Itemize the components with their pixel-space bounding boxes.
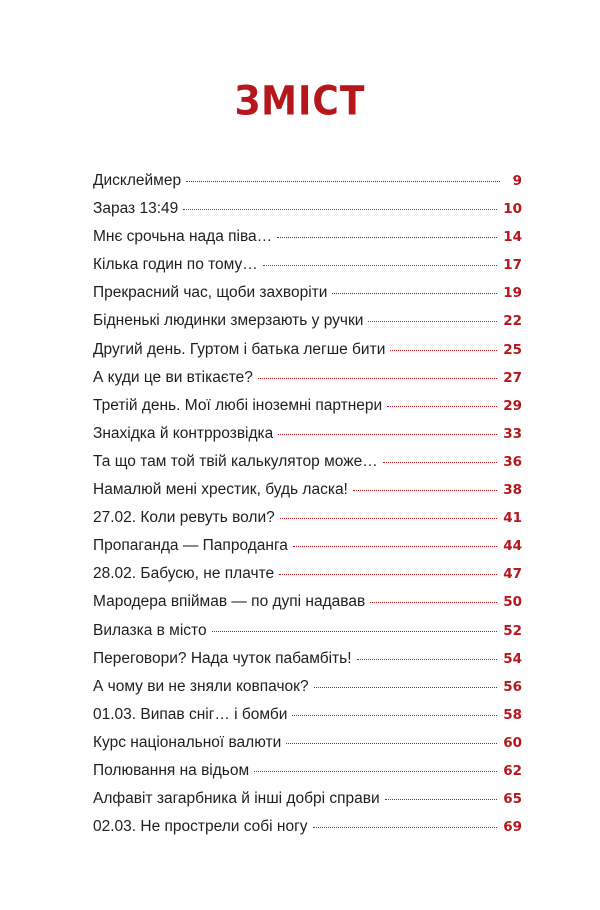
- toc-entry[interactable]: [93, 790, 522, 818]
- dot-leader: [292, 715, 497, 716]
- toc-entry-title: Бідненькі людинки змерзають у ручки: [93, 312, 364, 330]
- toc-entry[interactable]: [93, 397, 522, 425]
- table-of-contents: [93, 172, 522, 846]
- toc-entry-title: Дисклеймер: [93, 172, 182, 189]
- toc-entry-title: Пропаганда — Папроданга: [93, 537, 288, 555]
- toc-page-number: 9: [512, 173, 522, 189]
- dot-leader: [390, 350, 497, 351]
- toc-entry-title: Третій день. Мої любі іноземні партнери: [93, 396, 383, 414]
- toc-page-number: 65: [503, 791, 522, 808]
- toc-page-number: 29: [503, 397, 522, 414]
- dot-leader: [263, 265, 497, 266]
- dot-leader: [385, 799, 498, 800]
- toc-page-number: 52: [503, 622, 522, 639]
- dot-leader: [293, 546, 497, 547]
- dot-leader: [314, 687, 498, 688]
- toc-entry-title: Алфавіт загарбника й інші добрі справи: [93, 790, 380, 808]
- toc-page-number: 36: [503, 453, 522, 470]
- toc-page-number: 41: [503, 510, 522, 527]
- toc-page-number: 25: [503, 341, 522, 358]
- toc-entry[interactable]: [93, 256, 522, 284]
- toc-entry[interactable]: [93, 341, 522, 369]
- toc-entry[interactable]: [93, 284, 522, 312]
- toc-page-number: 19: [503, 285, 522, 302]
- dot-leader: [313, 827, 498, 828]
- toc-entry-title: Мародера впіймав — по дупі надавав: [93, 593, 366, 611]
- toc-page-number: 44: [503, 538, 522, 555]
- dot-leader: [332, 293, 497, 294]
- toc-entry[interactable]: [93, 481, 522, 509]
- toc-page-number: 62: [503, 762, 522, 779]
- dot-leader: [383, 462, 498, 463]
- dot-leader: [353, 490, 497, 491]
- toc-entry-title: 28.02. Бабусю, не плачте: [93, 565, 275, 583]
- toc-entry[interactable]: [93, 818, 522, 846]
- dot-leader: [183, 209, 497, 210]
- dot-leader: [368, 321, 497, 322]
- toc-entry[interactable]: [93, 369, 522, 397]
- toc-entry-title: Полювання на відьом: [93, 761, 250, 779]
- dot-leader: [186, 181, 500, 182]
- toc-entry-title: А куди це ви втікаєте?: [93, 368, 253, 386]
- toc-entry-title: Вилазка в місто: [93, 621, 207, 639]
- toc-page-number: 17: [503, 257, 522, 274]
- toc-entry[interactable]: [93, 509, 522, 537]
- dot-leader: [387, 406, 497, 407]
- toc-entry-title: Намалюй мені хрестик, будь ласка!: [93, 481, 348, 499]
- toc-entry-title: Мнє срочьна нада піва…: [93, 228, 273, 246]
- dot-leader: [278, 434, 497, 435]
- toc-entry-title: 02.03. Не прострели собі ногу: [93, 818, 308, 836]
- dot-leader: [277, 237, 497, 238]
- dot-leader: [280, 518, 497, 519]
- dot-leader: [212, 631, 498, 632]
- toc-entry[interactable]: [93, 650, 522, 678]
- toc-page-number: 54: [503, 650, 522, 667]
- toc-page-number: 38: [503, 482, 522, 499]
- toc-entry[interactable]: [93, 678, 522, 706]
- toc-entry-title: Зараз 13:49: [93, 200, 179, 218]
- dot-leader: [279, 574, 497, 575]
- toc-entry[interactable]: [93, 200, 522, 228]
- toc-entry-title: Кілька годин по тому…: [93, 256, 258, 274]
- toc-page-number: 14: [503, 229, 522, 246]
- toc-page-number: 56: [503, 678, 522, 695]
- toc-entry-title: Переговори? Нада чуток пабамбіть!: [93, 649, 352, 667]
- toc-page-number: 33: [503, 425, 522, 442]
- toc-page-number: 50: [503, 594, 522, 611]
- toc-entry-title: Курс національної валюти: [93, 733, 282, 751]
- toc-entry[interactable]: [93, 425, 522, 453]
- page-title: ЗМІСТ: [234, 78, 366, 125]
- toc-page-number: 60: [503, 734, 522, 751]
- toc-entry[interactable]: [93, 537, 522, 565]
- dot-leader: [370, 602, 497, 603]
- toc-entry[interactable]: [93, 172, 522, 200]
- toc-entry[interactable]: [93, 228, 522, 256]
- toc-page-number: 58: [503, 706, 522, 723]
- toc-page-number: 69: [503, 819, 522, 836]
- toc-entry-title: Знахідка й контррозвідка: [93, 424, 274, 442]
- toc-entry[interactable]: [93, 734, 522, 762]
- dot-leader: [254, 771, 497, 772]
- dot-leader: [357, 659, 498, 660]
- toc-entry-title: А чому ви не зняли ковпачок?: [93, 677, 309, 695]
- toc-entry[interactable]: [93, 706, 522, 734]
- toc-entry-title: 01.03. Випав сніг… і бомби: [93, 705, 288, 723]
- toc-page-number: 22: [503, 313, 522, 330]
- toc-entry-title: Прекрасний час, щоби захворіти: [93, 284, 328, 302]
- toc-entry-title: Та що там той твій калькулятор може…: [93, 452, 378, 470]
- toc-entry[interactable]: [93, 593, 522, 621]
- toc-entry-title: Другий день. Гуртом і батька легше бити: [93, 340, 386, 358]
- dot-leader: [258, 378, 497, 379]
- toc-entry[interactable]: [93, 453, 522, 481]
- toc-entry-title: 27.02. Коли ревуть воли?: [93, 509, 275, 527]
- dot-leader: [286, 743, 497, 744]
- toc-page-number: 10: [503, 201, 522, 218]
- toc-entry[interactable]: [93, 762, 522, 790]
- toc-page-number: 47: [503, 566, 522, 583]
- toc-entry[interactable]: [93, 565, 522, 593]
- toc-page-number: 27: [503, 369, 522, 386]
- toc-entry[interactable]: [93, 622, 522, 650]
- toc-entry[interactable]: [93, 312, 522, 340]
